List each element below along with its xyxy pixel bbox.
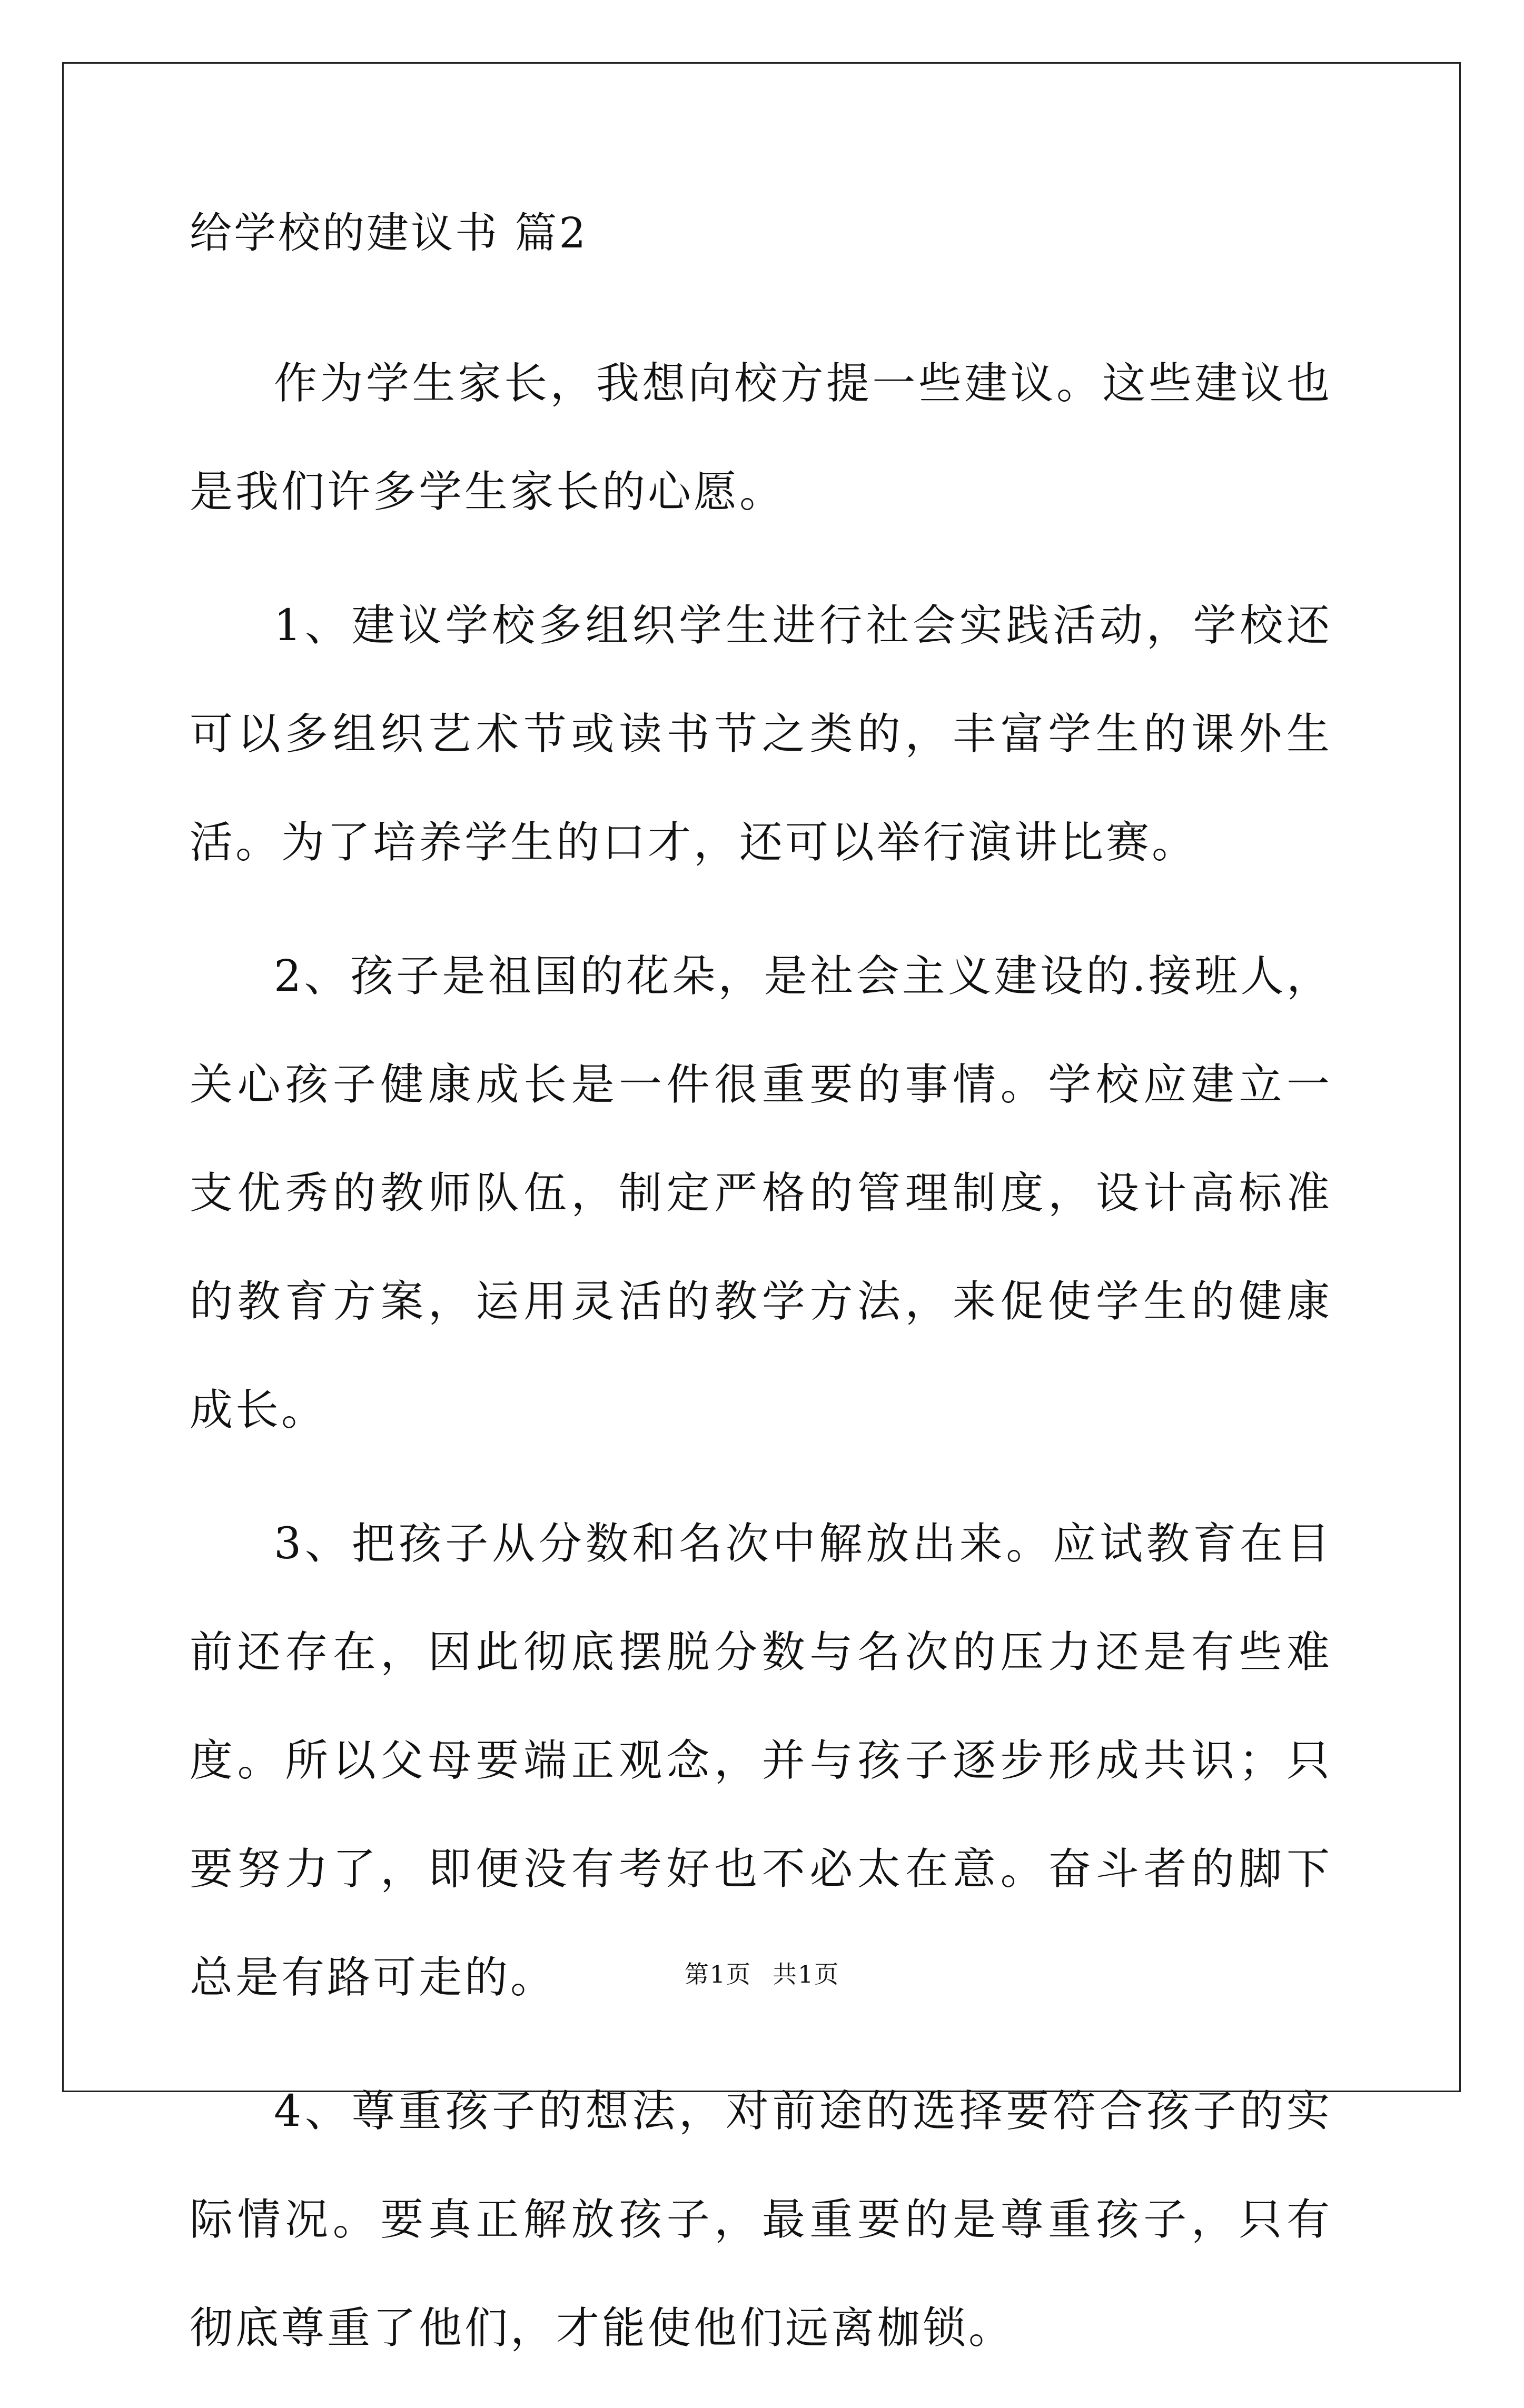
paragraph-intro: 作为学生家长，我想向校方提一些建议。这些建议也是我们许多学生家长的心愿。 [190, 359, 1332, 517]
paragraph-item-4: 4、尊重孩子的想法，对前途的选择要符合孩子的实际情况。要真正解放孩子，最重要的是尊重孩子，只有彻底尊重了他们，才能使他们远离枷锁。 [190, 2086, 1332, 2353]
page-footer [0, 1958, 1524, 1990]
document-body [190, 179, 1332, 2408]
paragraph-item-1: 1、建议学校多组织学生进行社会实践活动，学校还可以多组织艺术节或读书节之类的，丰富学生的课外生活。为了培养学生的口才，还可以举行演讲比赛。 [190, 601, 1332, 868]
page-number: 第1页 [684, 1960, 751, 1988]
paragraph-item-2: 2、孩子是祖国的花朵，是社会主义建设的.接班人，关心孩子健康成长是一件很重要的事情。学校应建立一支优秀的教师队伍，制定严格的管理制度，设计高标准的教育方案，运用灵活的教学方法，来促使学生的健康成长。 [190, 951, 1332, 1435]
document-title: 给学校的建议书 篇2 [190, 208, 588, 257]
paragraph-item-3: 3、把孩子从分数和名次中解放出来。应试教育在目前还存在，因此彻底摆脱分数与名次的压力还是有些难度。所以父母要端正观念，并与孩子逐步形成共识；只要努力了，即便没有考好也不必太在意。奋斗者的脚下总是有路可走的。 [190, 1519, 1332, 2003]
page-total: 共1页 [773, 1960, 840, 1988]
